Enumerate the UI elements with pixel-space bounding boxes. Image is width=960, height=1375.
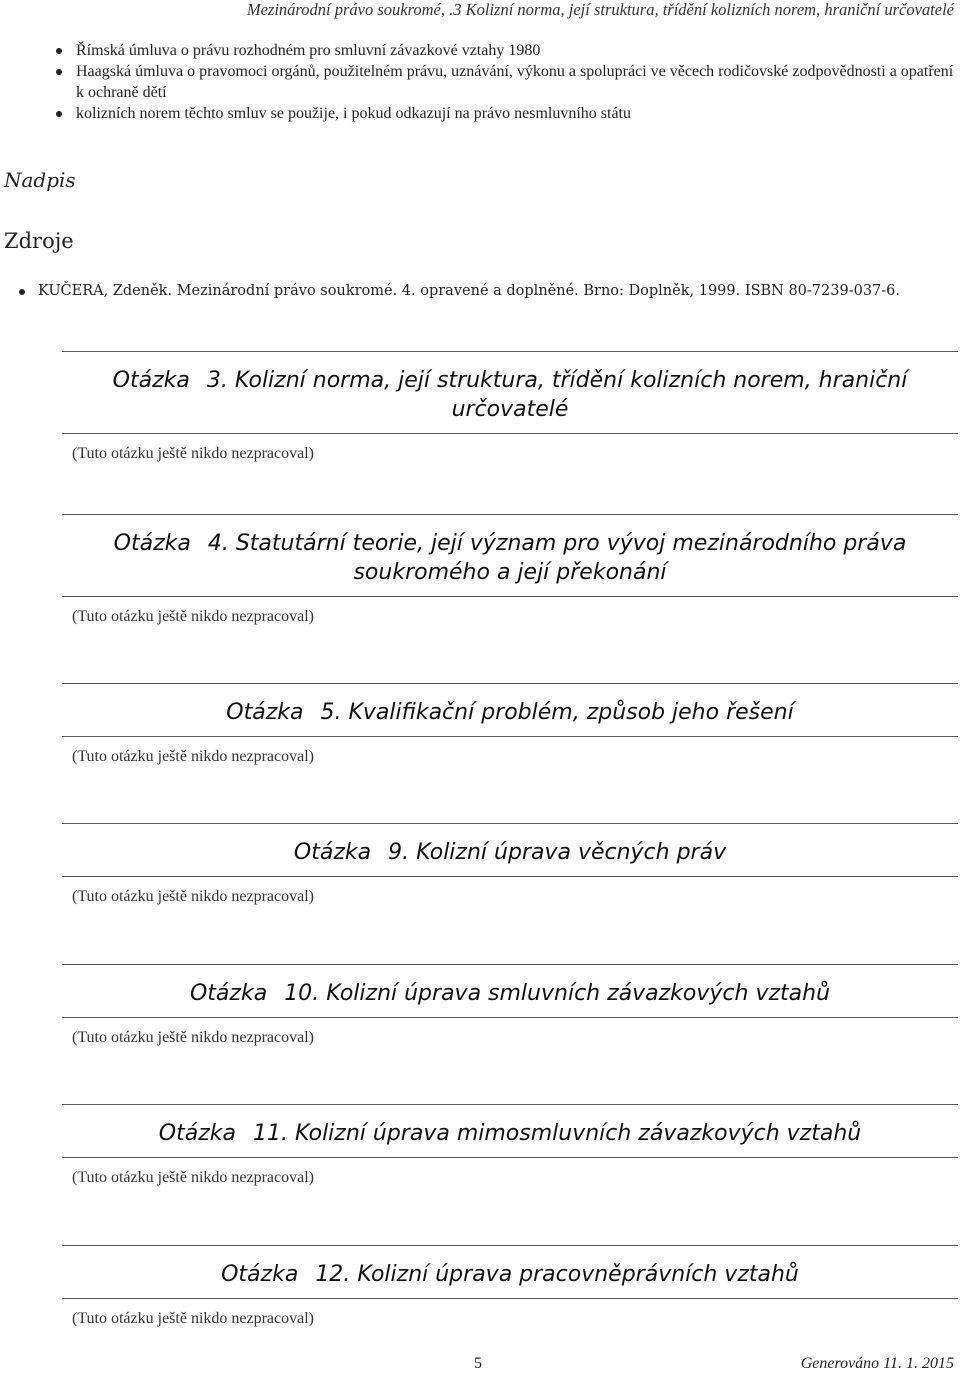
question-label: Otázka [189,981,268,1006]
question-label: Otázka [113,531,191,556]
bullet-icon [56,48,62,54]
question-title-text: Kolizní úprava mimosmluvních závazkových vztahů [294,1121,862,1146]
treaty-list [0,40,960,124]
question-title [82,979,938,1008]
divider [62,1104,958,1105]
question-title [82,1119,938,1148]
question-note: (Tuto otázku ještě nikdo nezpracoval) [72,888,315,905]
list-item-text: Haagská úmluva o pravomoci orgánů, použitelném právu, uznávání, výkonu a spolupráci ve věcech rodičovské zodpovědnosti a opatření k ochraně dětí [76,63,954,101]
list-item [0,40,960,61]
question-title-text: Kolizní úprava smluvních závazkových vztahů [326,981,831,1006]
question-title-text: Kolizní norma, její struktura, třídění kolizních norem, hraniční určovatelé [234,368,908,422]
divider [62,876,958,877]
question-title [82,698,938,727]
question-number: 10. [284,981,320,1006]
question-note: (Tuto otázku ještě nikdo nezpracoval) [72,1169,315,1186]
question-label: Otázka [112,368,190,393]
question-note: (Tuto otázku ještě nikdo nezpracoval) [72,1029,315,1046]
divider [62,433,958,434]
question-title-text: Statutární teorie, její význam pro vývoj mezinárodního práva soukromého a její překonání [235,531,907,585]
question-label: Otázka [221,1262,299,1287]
divider [62,964,958,965]
question-title [82,1260,938,1289]
divider [62,596,958,597]
question-note: (Tuto otázku ještě nikdo nezpracoval) [72,608,315,625]
question-number: 9. [388,840,410,865]
nadpis-heading: Nadpis [4,168,76,192]
bullet-icon [56,69,62,75]
question-block [62,683,958,766]
question-number: 11. [252,1121,288,1146]
question-note: (Tuto otázku ještě nikdo nezpracoval) [72,1310,315,1327]
bullet-icon [19,289,25,295]
list-item [0,61,960,103]
divider [62,1017,958,1018]
question-number: 4. [207,531,229,556]
question-title [82,366,938,424]
question-label: Otázka [293,840,372,865]
question-note: (Tuto otázku ještě nikdo nezpracoval) [72,445,315,462]
page-number: 5 [474,1355,482,1372]
divider [62,1298,958,1299]
question-number: 12. [315,1262,351,1287]
question-number: 3. [206,368,228,393]
question-label: Otázka [226,700,304,725]
divider [62,736,958,737]
question-number: 5. [320,700,342,725]
question-block [62,823,958,906]
divider [62,514,958,515]
question-title-text: Kolizní úprava pracovněprávních vztahů [357,1262,799,1287]
question-title-text: Kolizní úprava věcných práv [416,840,727,865]
running-header: Mezinárodní právo soukromé, .3 Kolizní norma, její struktura, třídění kolizních norem, hraniční určovatelé [246,0,954,19]
question-block [62,514,958,626]
question-block [62,964,958,1047]
divider [62,1157,958,1158]
sources-heading: Zdroje [4,229,74,253]
question-title [82,838,938,867]
question-block [62,351,958,463]
question-title-text: Kvalifikační problém, způsob jeho řešení [348,700,794,725]
question-note: (Tuto otázku ještě nikdo nezpracoval) [72,748,315,765]
divider [62,1245,958,1246]
generated-date: Generováno 11. 1. 2015 [800,1355,954,1372]
list-item-text: Římská úmluva o právu rozhodném pro smluvní závazkové vztahy 1980 [76,42,541,59]
divider [62,823,958,824]
question-block [62,1104,958,1187]
divider [62,683,958,684]
list-item-text: kolizních norem těchto smluv se použije, i pokud odkazují na právo nesmluvního státu [76,105,631,122]
source-text: KUČERA, Zdeněk. Mezinárodní právo soukromé. 4. opravené a doplněné. Brno: Doplněk, 1999. ISBN 80-7239-037-6. [38,283,901,299]
question-label: Otázka [158,1121,236,1146]
bullet-icon [56,111,62,117]
question-title [82,529,938,587]
question-block [62,1245,958,1328]
sources-list [0,280,960,302]
source-item [0,280,960,302]
divider [62,351,958,352]
list-item [0,103,960,124]
